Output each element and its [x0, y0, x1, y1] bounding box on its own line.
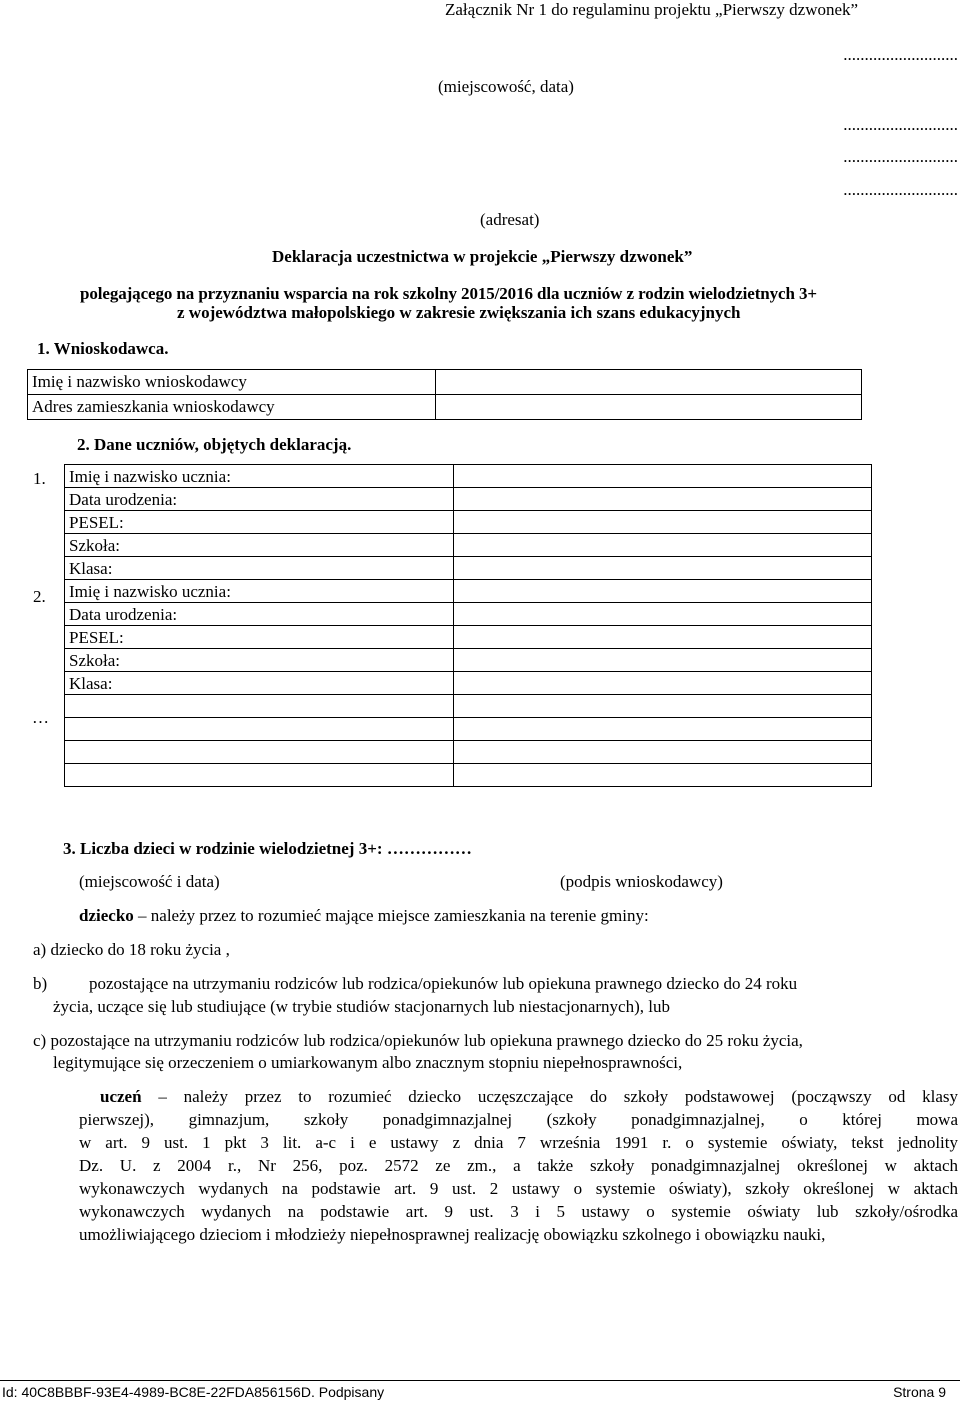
student2-birthdate-field[interactable]: [454, 603, 872, 626]
child-definition: [79, 906, 649, 926]
place-date-caption: (miejscowość i data): [79, 872, 220, 891]
footer-page-number: Strona 9: [893, 1384, 946, 1400]
definition-c-line2: legitymujące się orzeczeniem o umiarkowanym albo znacznym stopniu niepełnosprawności,: [53, 1053, 683, 1072]
student1-birthdate-field[interactable]: [454, 488, 872, 511]
definition-b-line1: pozostające na utrzymaniu rodziców lub rodzica/opiekunów lub opiekuna prawnego dziecko do 24 roku: [89, 974, 798, 993]
definition-a: a) dziecko do 18 roku życia ,: [33, 940, 230, 959]
child-term: dziecko: [79, 906, 134, 925]
student1-school-label: Szkoła:: [69, 536, 120, 555]
applicant-address-label-cell: [28, 395, 436, 420]
student1-class-field[interactable]: [454, 557, 872, 580]
student2-pesel-label: PESEL:: [69, 628, 124, 647]
annex-title: Załącznik Nr 1 do regulaminu projektu „Pierwszy dzwonek”: [445, 0, 859, 19]
student2-birthdate-label: Data urodzenia:: [69, 605, 178, 624]
student2-class-label: Klasa:: [69, 674, 113, 693]
footer-document-id: Id: 40C8BBBF-93E4-4989-BC8E-22FDA856156D. Podpisany: [2, 1384, 385, 1400]
declaration-title: Deklaracja uczestnictwa w projekcie „Pierwszy dzwonek”: [272, 247, 693, 266]
applicant-name-label-cell: [28, 370, 436, 395]
student2-school-label: Szkoła:: [69, 651, 120, 670]
student1-pesel-label: PESEL:: [69, 513, 124, 532]
student2-name-field[interactable]: [454, 580, 872, 603]
pupil-intro: – należy przez to rozumieć dziecko uczęszczające do szkoły podstawowej (począwszy od klasy: [158, 1087, 958, 1106]
extra-row-field[interactable]: [454, 718, 872, 741]
student1-number: 1.: [33, 469, 46, 488]
applicant-table: [27, 369, 862, 420]
student1-name-label: Imię i nazwisko ucznia:: [69, 467, 231, 486]
student2-class-field[interactable]: [454, 672, 872, 695]
definition-b-label: b): [33, 974, 48, 993]
footer-divider: [0, 1380, 960, 1381]
definition-c-line1: c) pozostające na utrzymaniu rodziców lub rodzica/opiekunów lub opiekuna prawnego dziecko do 25 roku życia,: [33, 1031, 803, 1050]
addressee-dots-2: ...........................: [843, 147, 958, 166]
extra-row-field[interactable]: [454, 764, 872, 787]
section-applicant-heading: 1. Wnioskodawca.: [37, 339, 169, 358]
students-table: [64, 464, 872, 787]
extra-row-label[interactable]: [65, 764, 454, 787]
student1-name-field[interactable]: [454, 465, 872, 488]
applicant-address-label: Adres zamieszkania wnioskodawcy: [32, 397, 275, 416]
pupil-definition-line: wykonawczych wydanych na podstawie art. 9 ust. 3 i 5 ustawy o systemie oświaty lub szkoły/ośrodka: [79, 1202, 958, 1221]
applicant-address-field[interactable]: [436, 395, 862, 420]
pupil-definition-line1: [100, 1087, 958, 1107]
signature-caption: (podpis wnioskodawcy): [560, 872, 723, 891]
pupil-definition-line: Dz. U. z 2004 r., Nr 256, poz. 2572 ze zm., a także szkoły ponadgimnazjalnej określonej w aktach: [79, 1156, 958, 1175]
student1-school-field[interactable]: [454, 534, 872, 557]
addressee-dots-3: ...........................: [843, 180, 958, 199]
addressee-label: (adresat): [480, 210, 540, 229]
place-date-dots: ...........................: [843, 45, 958, 64]
student1-pesel-field[interactable]: [454, 511, 872, 534]
more-students-ellipsis: …: [32, 708, 49, 727]
student2-name-label: Imię i nazwisko ucznia:: [69, 582, 231, 601]
pupil-definition-line: wykonawczych wydanych na podstawie art. 9 ust. 2 ustawy o systemie oświaty), szkoły określonej w aktach: [79, 1179, 958, 1198]
extra-row-label[interactable]: [65, 718, 454, 741]
pupil-definition-line: w art. 9 ust. 1 pkt 3 lit. a-c i e ustawy z dnia 7 września 1991 r. o systemie oświaty, tekst jednolity: [79, 1133, 958, 1152]
pupil-definition-line: umożliwiającego dzieciom i młodzieży niepełnosprawnej realizację obowiązku szkolnego i obowiązku nauki,: [79, 1225, 826, 1244]
extra-row-label[interactable]: [65, 695, 454, 718]
student1-birthdate-label: Data urodzenia:: [69, 490, 178, 509]
student1-class-label: Klasa:: [69, 559, 113, 578]
extra-row-label[interactable]: [65, 741, 454, 764]
applicant-name-field[interactable]: [436, 370, 862, 395]
extra-row-field[interactable]: [454, 695, 872, 718]
child-intro: – należy przez to rozumieć mające miejsce zamieszkania na terenie gminy:: [133, 906, 649, 925]
section-students-heading: 2. Dane uczniów, objętych deklaracją.: [77, 435, 352, 454]
pupil-term: uczeń: [100, 1087, 142, 1106]
applicant-name-label: Imię i nazwisko wnioskodawcy: [32, 372, 247, 391]
declaration-subtitle-1: polegającego na przyznaniu wsparcia na rok szkolny 2015/2016 dla uczniów z rodzin wielodzietnych 3+: [80, 284, 817, 303]
student2-school-field[interactable]: [454, 649, 872, 672]
place-date-label: (miejscowość, data): [438, 77, 574, 96]
declaration-subtitle-2: z województwa małopolskiego w zakresie zwiększania ich szans edukacyjnych: [177, 303, 741, 322]
definition-b-line2: życia, uczące się lub studiujące (w trybie studiów stacjonarnych lub niestacjonarnych), lub: [53, 997, 670, 1016]
extra-row-field[interactable]: [454, 741, 872, 764]
section-children-count: 3. Liczba dzieci w rodzinie wielodzietnej 3+: ……………: [63, 839, 472, 858]
pupil-definition-line: pierwszej), gimnazjum, szkoły ponadgimnazjalnej (szkoły ponadgimnazjalnej, o której mowa: [79, 1110, 958, 1129]
addressee-dots-1: ...........................: [843, 115, 958, 134]
student2-number: 2.: [33, 587, 46, 606]
student2-pesel-field[interactable]: [454, 626, 872, 649]
